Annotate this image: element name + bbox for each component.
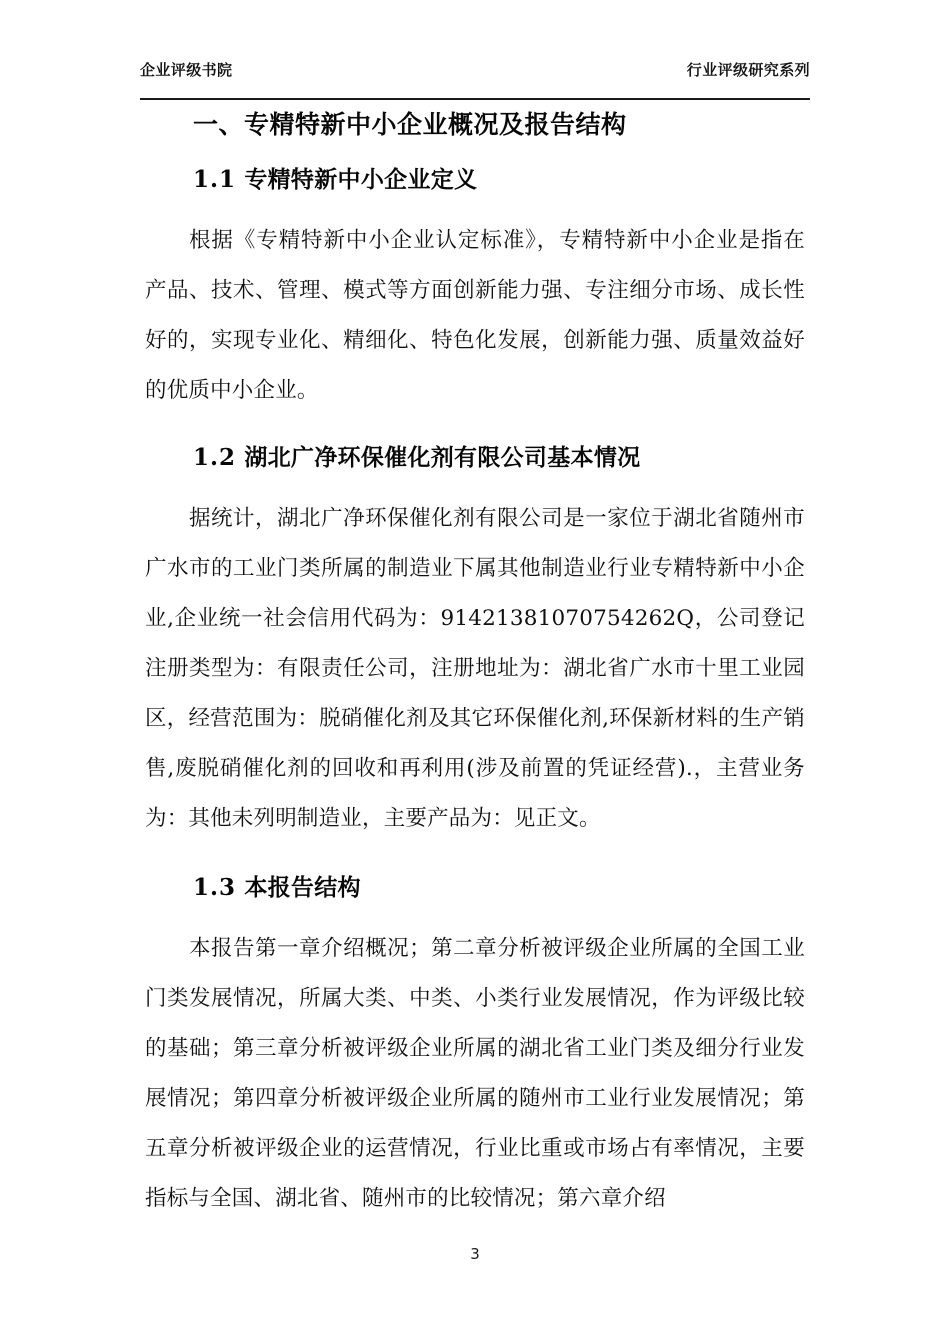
page-number: 3 (470, 1245, 480, 1263)
paragraph-1-1-1: 根据《专精特新中小企业认定标准》，专精特新中小企业是指在产品、技术、管理、模式等方面创新能力强、专注细分市场、成长性好的，实现专业化、精细化、特色化发展，创新能力强、质量效益好的优质中小企业。 (145, 227, 805, 403)
spacer (145, 196, 805, 216)
section-title-text-1-3: 本报告结构 (244, 874, 361, 901)
section-number-1-2: 1.2 (193, 443, 237, 471)
paragraph-1-2-1: 据统计，湖北广净环保催化剂有限公司是一家位于湖北省随州市广水市的工业门类所属的制造业下属其他制造业行业专精特新中小企业,企业统一社会信用代码为：91421381070754262Q，公司登记注册类型为：有限责任公司，注册地址为：湖北省广水市十里工业园区，经营范围为：脱硝催化剂及其它环保催化剂,环保新材料的生产销售,废脱硝催化剂的回收和再利用(涉及前置的凭证经营).，主营业务为：其他未列明制造业，主要产品为：见正文。 (145, 505, 805, 831)
spacer (145, 474, 805, 494)
section-title-text-1-1: 专精特新中小企业定义 (244, 166, 478, 193)
spacer (145, 416, 805, 442)
section-heading-1-3 (145, 872, 805, 904)
header-right-label: 行业评级研究系列 (686, 61, 810, 79)
page-footer (0, 1244, 950, 1263)
header-left-label: 企业评级书院 (140, 61, 233, 79)
spacer (145, 844, 805, 872)
section-number-1-3: 1.3 (193, 873, 237, 901)
paragraph-1-3-1: 本报告第一章介绍概况；第二章分析被评级企业所属的全国工业门类发展情况，所属大类、中类、小类行业发展情况，作为评级比较的基础；第三章分析被评级企业所属的湖北省工业门类及细分行业发展情况；第四章分析被评级企业所属的随州市工业行业发展情况；第五章分析被评级企业的运营情况，行业比重或市场占有率情况，主要指标与全国、湖北省、随州市的比较情况；第六章介绍 (145, 935, 805, 1211)
spacer (145, 142, 805, 164)
document-body (145, 108, 805, 1224)
spacer (145, 904, 805, 924)
chapter-heading: 一、专精特新中小企业概况及报告结构 (193, 110, 627, 139)
section-title-text-1-2: 湖北广净环保催化剂有限公司基本情况 (244, 444, 641, 471)
section-number-1-1: 1.1 (193, 165, 237, 193)
section-heading-1-1 (145, 164, 805, 196)
section-heading-1-2 (145, 442, 805, 474)
page-running-header (140, 62, 810, 100)
